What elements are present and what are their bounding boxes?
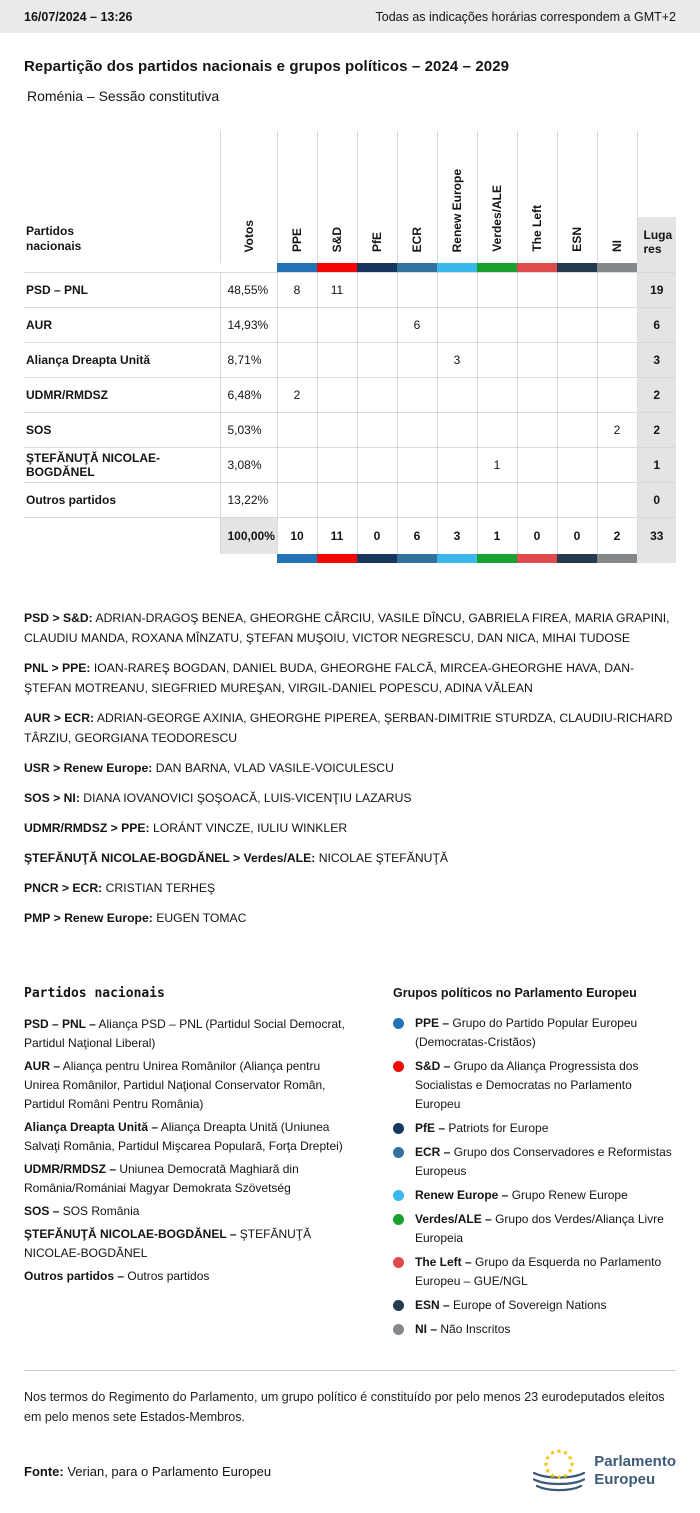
group-column-header-pfe: PfE — [357, 131, 397, 263]
votes-value: 13,22% — [220, 482, 277, 517]
legend-group-item: PfE – Patriots for Europe — [393, 1119, 676, 1138]
votes-grand-total: 100,00% — [220, 517, 277, 554]
svg-text:★: ★ — [543, 1460, 550, 1469]
table-row: SOS 5,03% 2 2 — [24, 412, 676, 447]
legend-groups-title: Grupos políticos no Parlamento Europeu — [393, 986, 637, 1000]
content — [0, 58, 700, 1513]
color-bar-renew — [437, 263, 477, 272]
party-name: Outros partidos — [24, 482, 220, 517]
votes-column-header: Votos — [220, 131, 277, 263]
transfer-names: IOAN-RAREŞ BOGDAN, DANIEL BUDA, GHEORGHE FALCĂ, MIRCEA-GHEORGHE HAVA, DAN-ŞTEFAN MOTREANU, SIEGFRIED MUREŞAN, VIRGIL-DANIEL POPESCU, ADINA VĂLEAN — [24, 661, 635, 695]
legend-national-title: Partidos nacionais — [24, 986, 165, 1001]
group-color-dot — [393, 1214, 404, 1225]
svg-text:★: ★ — [549, 1471, 556, 1480]
group-column-header-ecr: ECR — [397, 131, 437, 263]
color-bar-ecr — [397, 554, 437, 563]
table-row: ŞTEFĂNUŢĂ NICOLAE-BOGDĂNEL 3,08% 1 1 — [24, 447, 676, 482]
ep-logo — [532, 1447, 676, 1495]
votes-value: 3,08% — [220, 447, 277, 482]
source-line — [24, 1464, 271, 1479]
color-bar-esn — [557, 263, 597, 272]
group-color-dot — [393, 1018, 404, 1029]
seats-total: 2 — [637, 412, 676, 447]
timestamp-bar — [0, 0, 700, 33]
transfer-names: DAN BARNA, VLAD VASILE-VOICULESCU — [155, 761, 394, 775]
svg-text:★: ★ — [567, 1467, 574, 1475]
transfer-names: EUGEN TOMAC — [156, 911, 247, 925]
transfer-item — [24, 848, 676, 868]
footnote: Nos termos do Regimento do Parlamento, um grupo político é constituído por pelo menos 23 eurodeputados eleitos em pelo menos sete Estados-Membros. — [24, 1390, 665, 1424]
color-bar-pfe — [357, 263, 397, 272]
svg-text:★: ★ — [556, 1473, 563, 1482]
party-name: AUR — [24, 307, 220, 342]
color-bar-pfe — [357, 554, 397, 563]
svg-text:★: ★ — [569, 1460, 576, 1469]
seats-total: 2 — [637, 377, 676, 412]
votes-value: 48,55% — [220, 272, 277, 307]
legend-group-item: ECR – Grupo dos Conservadores e Reformistas Europeus — [393, 1143, 676, 1181]
group-column-header-verdes: Verdes/ALE — [477, 131, 517, 263]
divider — [24, 1370, 676, 1371]
transfer-names: LORÁNT VINCZE, IULIU WINKLER — [153, 821, 348, 835]
transfer-item — [24, 658, 676, 698]
transfer-names: ADRIAN-GEORGE AXINIA, GHEORGHE PIPEREA, ŞERBAN-DIMITRIE STURDZA, CLAUDIU-RICHARD TÂRZIU, GEORGIANA TEODORESCU — [24, 711, 673, 745]
group-color-dot — [393, 1257, 404, 1268]
group-color-dot — [393, 1324, 404, 1335]
svg-text:★: ★ — [544, 1467, 552, 1475]
transfer-label: SOS > NI: — [24, 791, 80, 805]
votes-value: 8,71% — [220, 342, 277, 377]
color-bar-left — [517, 554, 557, 563]
ep-logo-wordmark: Parlamento Europeu — [594, 1453, 676, 1488]
color-bar-sd — [317, 263, 357, 272]
color-bar-sd — [317, 554, 357, 563]
transfer-label: PMP > Renew Europe: — [24, 911, 153, 925]
transfer-item — [24, 788, 676, 808]
legend-group-item: S&D – Grupo da Aliança Progressista dos Socialistas e Democratas no Parlamento Europeu — [393, 1057, 676, 1114]
table-row: UDMR/RMDSZ 6,48% 2 2 — [24, 377, 676, 412]
transfer-item — [24, 908, 676, 928]
transfer-item — [24, 818, 676, 838]
transfer-item — [24, 878, 676, 898]
transfer-label: PNCR > ECR: — [24, 881, 103, 895]
seats-total: 1 — [637, 447, 676, 482]
transfer-label: PSD > S&D: — [24, 611, 93, 625]
color-bar-verdes — [477, 263, 517, 272]
group-color-dot — [393, 1147, 404, 1158]
group-color-bar-row-bottom — [24, 554, 676, 563]
group-color-dot — [393, 1300, 404, 1311]
footer — [24, 1447, 676, 1513]
party-name: SOS — [24, 412, 220, 447]
color-bar-ni — [597, 263, 637, 272]
legend-group-item: ESN – Europe of Sovereign Nations — [393, 1296, 676, 1315]
transfer-names: NICOLAE ŞTEFĂNUŢĂ — [318, 851, 449, 865]
seats-grand-total: 33 — [637, 517, 676, 554]
legend-groups — [393, 986, 676, 1344]
datetime-label: 16/07/2024 – 13:26 — [24, 9, 133, 24]
color-bar-left — [517, 263, 557, 272]
group-color-dot — [393, 1061, 404, 1072]
party-name: PSD – PNL — [24, 272, 220, 307]
legend-group-item: Verdes/ALE – Grupo dos Verdes/Aliança Livre Europeia — [393, 1210, 676, 1248]
votes-value: 5,03% — [220, 412, 277, 447]
seats-column-header: Lugares — [637, 131, 676, 263]
transfer-names: CRISTIAN TERHEŞ — [105, 881, 216, 895]
legend-national-item: AUR – Aliança pentru Unirea Românilor (Aliança pentru Unirea Românilor, Partidul Naţional Conservator Român, Partidul Români Pentru România) — [24, 1059, 326, 1111]
legend-national-item: UDMR/RMDSZ – Uniunea Democrată Maghiară din România/Romániai Magyar Demokrata Szövetség — [24, 1162, 299, 1195]
legend-national-item: ŞTEFĂNUŢĂ NICOLAE-BOGDĂNEL – ŞTEFĂNUŢĂ NICOLAE-BOGDĂNEL — [24, 1227, 312, 1260]
group-column-header-esn: ESN — [557, 131, 597, 263]
results-table — [24, 131, 676, 563]
legend-group-item: The Left – Grupo da Esquerda no Parlamento Europeu – GUE/NGL — [393, 1253, 676, 1291]
color-bar-verdes — [477, 554, 517, 563]
color-bar-ni — [597, 554, 637, 563]
svg-text:★: ★ — [549, 1449, 556, 1458]
legend-national-item: SOS – SOS România — [24, 1204, 140, 1218]
svg-text:★: ★ — [544, 1454, 552, 1462]
color-bar-renew — [437, 554, 477, 563]
legend-national — [24, 986, 369, 1344]
table-header-row — [24, 131, 676, 263]
legend-section — [24, 986, 676, 1344]
transfer-item — [24, 758, 676, 778]
legend-national-item: PSD – PNL – Aliança PSD – PNL (Partidul Social Democrat, Partidul Naţional Liberal) — [24, 1017, 345, 1050]
page-title: Repartição dos partidos nacionais e grupos políticos – 2024 – 2029 — [24, 58, 510, 75]
table-row: PSD – PNL 48,55% 8 11 19 — [24, 272, 676, 307]
group-column-header-ppe: PPE — [277, 131, 317, 263]
transfer-item — [24, 608, 676, 648]
svg-text:★: ★ — [562, 1471, 569, 1480]
timezone-note: Todas as indicações horárias correspondem a GMT+2 — [375, 9, 676, 24]
legend-group-item: NI – Não Inscritos — [393, 1320, 676, 1339]
votes-value: 6,48% — [220, 377, 277, 412]
transfer-label: UDMR/RMDSZ > PPE: — [24, 821, 150, 835]
source-label: Fonte: — [24, 1463, 64, 1479]
color-bar-ppe — [277, 554, 317, 563]
seats-total: 6 — [637, 307, 676, 342]
table-row: AUR 14,93% 6 6 — [24, 307, 676, 342]
legend-national-item: Aliança Dreapta Unită – Aliança Dreapta Unită (Uniunea Salvaţi România, Partidul Mişcarea Populară, Forţa Dreptei) — [24, 1120, 343, 1153]
seats-total: 19 — [637, 272, 676, 307]
legend-group-item: PPE – Grupo do Partido Popular Europeu (Democratas-Cristãos) — [393, 1014, 676, 1052]
svg-text:★: ★ — [567, 1454, 574, 1462]
color-bar-ppe — [277, 263, 317, 272]
transfer-names: DIANA IOVANOVICI ŞOŞOACĂ, LUIS-VICENŢIU LAZARUS — [83, 791, 412, 805]
group-color-dot — [393, 1190, 404, 1201]
seats-total: 3 — [637, 342, 676, 377]
table-total-row: 100,00% 10 11 0 6 3 1 0 0 2 33 — [24, 517, 676, 554]
color-bar-ecr — [397, 263, 437, 272]
ep-logo-mark — [532, 1447, 586, 1495]
page-subtitle: Roménia – Sessão constitutiva — [27, 88, 220, 104]
group-color-bar-row — [24, 263, 676, 272]
table-row: Aliança Dreapta Unită 8,71% 3 3 — [24, 342, 676, 377]
legend-national-item: Outros partidos – Outros partidos — [24, 1269, 210, 1283]
table-row — [24, 482, 676, 517]
votes-value: 14,93% — [220, 307, 277, 342]
transfers-section — [24, 608, 676, 928]
party-name: UDMR/RMDSZ — [24, 377, 220, 412]
source-text: Verian, para o Parlamento Europeu — [67, 1463, 272, 1479]
party-name: Aliança Dreapta Unită — [24, 342, 220, 377]
group-column-header-ni: NI — [597, 131, 637, 263]
party-name: ŞTEFĂNUŢĂ NICOLAE-BOGDĂNEL — [24, 447, 220, 482]
transfer-label: ŞTEFĂNUŢĂ NICOLAE-BOGDĂNEL > Verdes/ALE: — [24, 851, 316, 865]
seats-total: 0 — [637, 482, 676, 517]
transfer-label: AUR > ECR: — [24, 711, 95, 725]
transfer-names: ADRIAN-DRAGOŞ BENEA, GHEORGHE CÂRCIU, VASILE DÎNCU, GABRIELA FIREA, MARIA GRAPINI, CLAUDIU MANDA, ROXANA MÎNZATU, ŞTEFAN MUŞOIU, VICTOR NEGRESCU, DAN NICA, MIHAI TUDOSE — [24, 611, 670, 645]
group-color-dot — [393, 1123, 404, 1134]
transfer-label: USR > Renew Europe: — [24, 761, 153, 775]
group-column-header-sd: S&D — [317, 131, 357, 263]
svg-text:★: ★ — [562, 1449, 569, 1458]
group-column-header-renew: Renew Europe — [437, 131, 477, 263]
svg-text:★: ★ — [556, 1447, 563, 1456]
transfer-item — [24, 708, 676, 748]
party-column-header: Partidos nacionais — [24, 131, 220, 263]
color-bar-esn — [557, 554, 597, 563]
transfer-label: PNL > PPE: — [24, 661, 91, 675]
legend-group-item: Renew Europe – Grupo Renew Europe — [393, 1186, 676, 1205]
group-column-header-left: The Left — [517, 131, 557, 263]
